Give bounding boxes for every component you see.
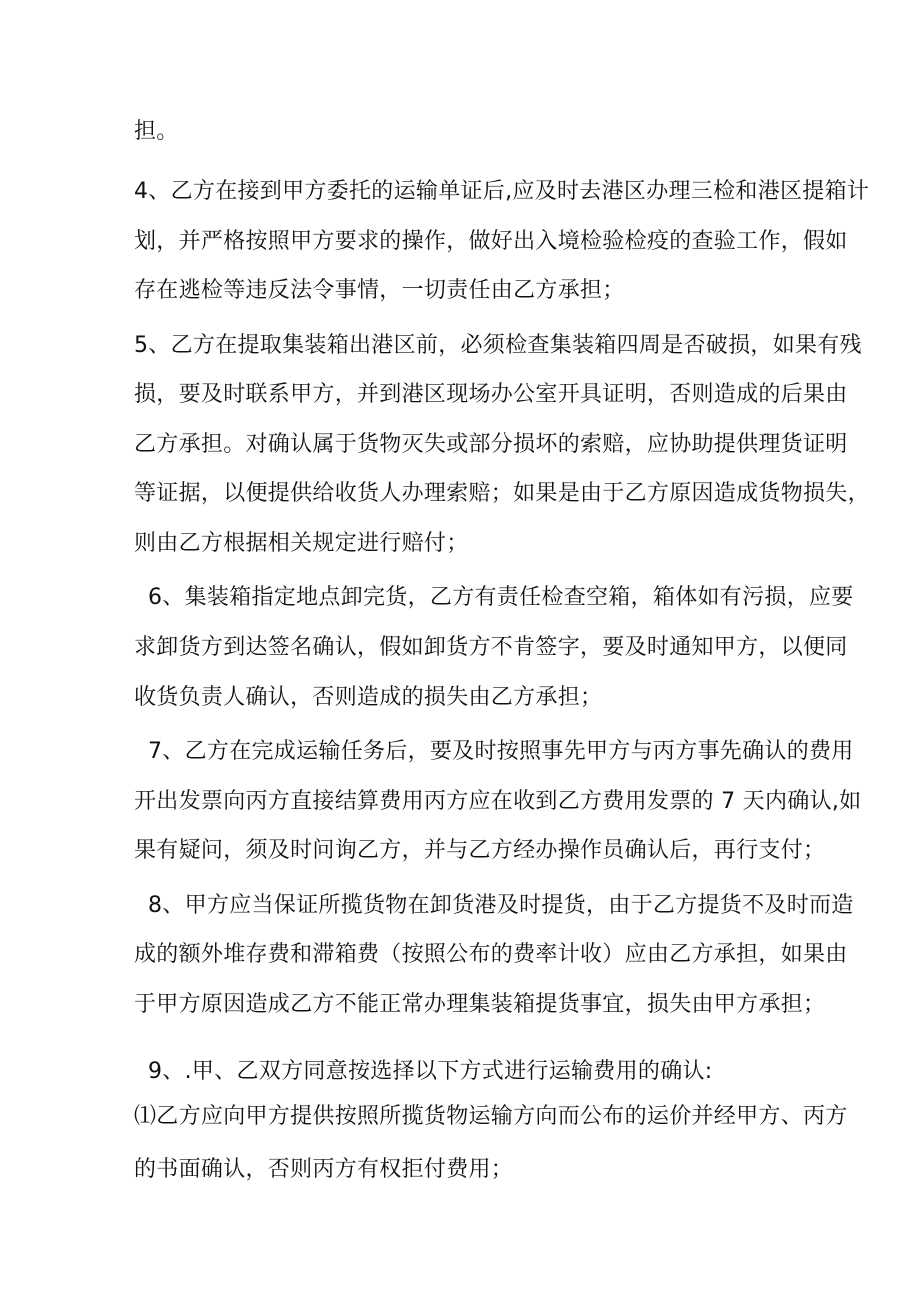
text-line-19: 9、.甲、乙双方同意按选择以下方式进行运输费用的确认: bbox=[148, 1059, 713, 1084]
text-line-4: 存在逃检等违反法令事情，一切责任由乙方承担； bbox=[134, 278, 625, 303]
text-line-7: 乙方承担。对确认属于货物灭失或部分损坏的索赔，应协助提供理货证明 bbox=[134, 432, 848, 457]
text-line-12: 收货负责人确认，否则造成的损失由乙方承担； bbox=[134, 685, 603, 710]
text-line-9: 则由乙方根据相关规定进行赔付； bbox=[134, 531, 469, 556]
text-line-16: 8、甲方应当保证所揽货物在卸货港及时提货，由于乙方提货不及时而造 bbox=[148, 893, 854, 918]
text-line-14: 开出发票向丙方直接结算费用丙方应在收到乙方费用发票的 7 天内确认,如 bbox=[134, 789, 862, 814]
text-line-6: 损，要及时联系甲方，并到港区现场办公室开具证明，否则造成的后果由 bbox=[134, 382, 848, 407]
text-line-21: 的书面确认，否则丙方有权拒付费用； bbox=[134, 1157, 514, 1182]
text-line-13: 7、乙方在完成运输任务后，要及时按照事先甲方与丙方事先确认的费用 bbox=[148, 739, 854, 764]
text-line-20: ⑴乙方应向甲方提供按照所揽货物运输方向而公布的运价并经甲方、丙方 bbox=[134, 1104, 848, 1129]
text-line-15: 果有疑问，须及时问询乙方，并与乙方经办操作员确认后，再行支付； bbox=[134, 838, 826, 863]
text-line-18: 于甲方原因造成乙方不能正常办理集装箱提货事宜，损失由甲方承担； bbox=[134, 992, 826, 1017]
text-line-5: 5、乙方在提取集装箱出港区前，必须检查集装箱四周是否破损，如果有残 bbox=[134, 333, 862, 358]
text-line-3: 划，并严格按照甲方要求的操作，做好出入境检验检疫的查验工作，假如 bbox=[134, 229, 848, 254]
text-line-17: 成的额外堆存费和滞箱费（按照公布的费率计收）应由乙方承担，如果由 bbox=[134, 942, 848, 967]
text-line-11: 求卸货方到达签名确认，假如卸货方不肯签字，要及时通知甲方，以便同 bbox=[134, 635, 848, 660]
text-line-8: 等证据，以便提供给收货人办理索赔；如果是由于乙方原因造成货物损失， bbox=[134, 481, 870, 506]
text-line-10: 6、集装箱指定地点卸完货，乙方有责任检查空箱，箱体如有污损，应要 bbox=[148, 585, 854, 610]
text-line-1: 担。 bbox=[134, 119, 179, 144]
text-line-2: 4、乙方在接到甲方委托的运输单证后,应及时去港区办理三检和港区提箱计 bbox=[134, 179, 870, 204]
